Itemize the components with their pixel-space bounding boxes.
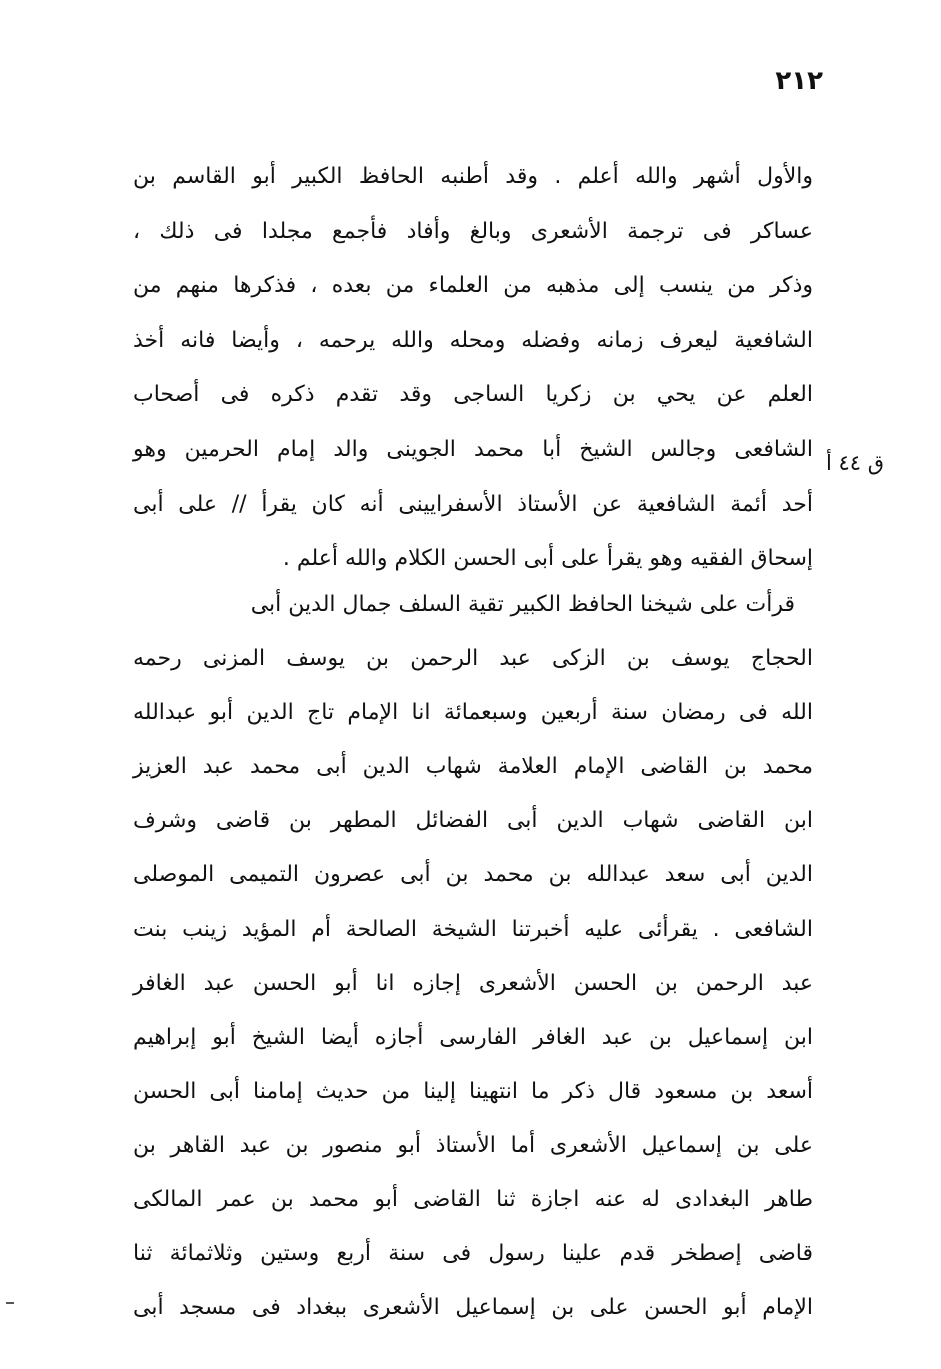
manuscript-folio-note: ق ٤٤ أ — [825, 451, 884, 475]
text-line: الشافعى وجالس الشيخ أبا محمد الجوينى والد إمام الحرمين وهو — [133, 436, 813, 462]
text-line: عبد الرحمن بن الحسن الأشعرى إجازه انا أبو الحسن عبد الغافر — [133, 970, 813, 996]
paragraph-two — [133, 578, 813, 1335]
text-line: على بن إسماعيل الأشعرى أما الأستاذ أبو منصور بن عبد القاهر بن — [133, 1132, 813, 1158]
text-line: أحد أئمة الشافعية عن الأستاذ الأسفرايينى أنه كان يقرأ // على أبى — [133, 491, 813, 517]
text-line: الحجاج يوسف بن الزكى عبد الرحمن بن يوسف المزنى رحمه — [133, 646, 813, 672]
text-line: عساكر فى ترجمة الأشعرى وبالغ وأفاد فأجمع مجلدا فى ذلك ، — [133, 218, 813, 244]
scan-mark — [6, 1302, 14, 1304]
text-line: محمد بن القاضى الإمام العلامة شهاب الدين أبى محمد عبد العزيز — [133, 754, 813, 780]
text-line: طاهر البغدادى له عنه اجازة ثنا القاضى أبو محمد بن عمر المالكى — [133, 1187, 813, 1213]
text-line: ابن إسماعيل بن عبد الغافر الفارسى أجازه أيضا الشيخ أبو إبراهيم — [133, 1024, 813, 1050]
text-line: الدين أبى سعد عبدالله بن محمد بن أبى عصرون التميمى الموصلى — [133, 862, 813, 888]
text-line: أسعد بن مسعود قال ذكر ما انتهينا إلينا من حديث إمامنا أبى الحسن — [133, 1078, 813, 1104]
text-line: الإمام أبو الحسن على بن إسماعيل الأشعرى ببغداد فى مسجد أبى — [133, 1295, 813, 1321]
text-line: قاضى إصطخر قدم علينا رسول فى سنة أربع وستين وثلاثمائة ثنا — [133, 1241, 813, 1267]
text-line: الشافعية ليعرف زمانه وفضله ومحله والله يرحمه ، وأيضا فانه أخذ — [133, 327, 813, 353]
paragraph-one — [133, 150, 813, 587]
text-line: وذكر من ينسب إلى مذهبه من العلماء من بعده ، فذكرها منهم من — [133, 273, 813, 299]
text-line: الشافعى . يقرأئى عليه أخبرتنا الشيخة الصالحة أم المؤيد زينب بنت — [133, 916, 813, 942]
text-line: ابن القاضى شهاب الدين أبى الفضائل المطهر بن قاضى وشرف — [133, 808, 813, 834]
text-line: قرأت على شيخنا الحافظ الكبير تقية السلف جمال الدين أبى — [250, 592, 795, 617]
text-line: الله فى رمضان سنة أربعين وسبعمائة انا الإمام تاج الدين أبو عبدالله — [133, 700, 813, 726]
text-line: والأول أشهر والله أعلم . وقد أطنبه الحافظ الكبير أبو القاسم بن — [133, 164, 813, 189]
text-line: العلم عن يحي بن زكريا الساجى وقد تقدم ذكره فى أصحاب — [133, 382, 813, 408]
page-number: ٢١٢ — [775, 66, 823, 96]
text-line: إسحاق الفقيه وهو يقرأ على أبى الحسن الكلام والله أعلم . — [282, 546, 813, 572]
